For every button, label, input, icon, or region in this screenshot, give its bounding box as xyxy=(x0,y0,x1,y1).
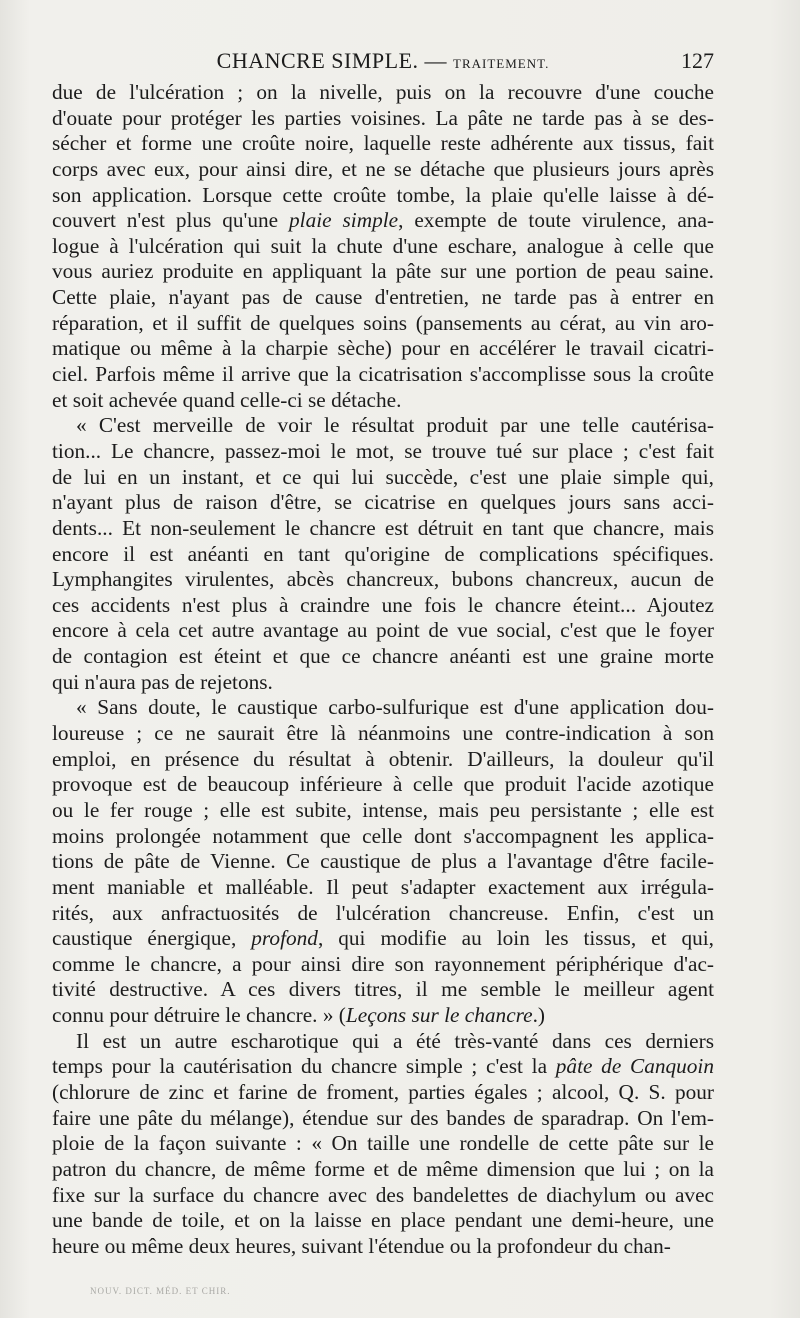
text-line: encore à cela cet autre avantage au point de vue social, c'est que le foyer xyxy=(52,618,714,643)
text-line xyxy=(52,208,714,234)
text-line: moins prolongée notamment que celle dont s'accompagnent les applica- xyxy=(52,823,714,848)
text-line: qui n'aura pas de rejetons. xyxy=(52,669,273,694)
text-line: patron du chancre, de même forme et de même dimension que lui ; on la xyxy=(52,1156,714,1181)
running-header xyxy=(52,42,714,76)
running-title xyxy=(52,48,714,74)
text-line xyxy=(52,1003,714,1029)
text-line: tions de pâte de Vienne. Ce caustique de plus a l'avantage d'être facile- xyxy=(52,849,714,874)
text-line: de lui en un instant, et ce qui lui succède, c'est une plaie simple qui, xyxy=(52,464,714,489)
text-line: d'ouate pour protéger les parties voisines. La pâte ne tarde pas à se des- xyxy=(52,105,714,130)
text-segment: temps pour la cautérisation du chancre simple ; c'est la xyxy=(52,1054,556,1079)
text-line: comme le chancre, a pour ainsi dire son rayonnement périphérique d'ac- xyxy=(52,951,714,976)
text-line xyxy=(52,1054,714,1080)
italic-text: profond xyxy=(251,926,318,951)
text-segment: , exempte de toute virulence, ana- xyxy=(398,208,715,233)
text-line: son application. Lorsque cette croûte tombe, la plaie qu'elle laisse à dé- xyxy=(52,182,714,207)
text-line: due de l'ulcération ; on la nivelle, puis on la recouvre d'une couche xyxy=(52,80,714,104)
text-line: Il est un autre escharotique qui a été très-vanté dans ces derniers xyxy=(76,1028,714,1053)
text-line: vous auriez produite en appliquant la pâte sur une portion de peau saine. xyxy=(52,259,714,284)
text-line: ment maniable et malléable. Il peut s'adapter exactement aux irrégula- xyxy=(52,874,714,899)
text-line: « Sans doute, le caustique carbo-sulfurique est d'une application dou- xyxy=(76,695,714,720)
text-line: heure ou même deux heures, suivant l'étendue ou la profondeur du chan- xyxy=(52,1233,671,1258)
italic-text: Leçons sur le chancre xyxy=(345,1003,533,1028)
text-line xyxy=(52,926,714,952)
italic-text: pâte de Canquoin xyxy=(555,1054,714,1079)
text-line: loureuse ; ce ne saurait être là néanmoins une contre-indication à son xyxy=(52,721,714,746)
text-line: ciel. Parfois même il arrive que la cicatrisation s'accomplisse sous la croûte xyxy=(52,362,714,387)
text-line: faire une pâte du mélange), étendue sur des bandes de sparadrap. On l'em- xyxy=(52,1105,714,1130)
text-line: sécher et forme une croûte noire, laquelle reste adhérente aux tissus, fait xyxy=(52,131,714,156)
text-line: n'ayant plus de raison d'être, se cicatrise en quelques jours sans acci- xyxy=(52,490,714,515)
text-line: rités, aux anfractuosités de l'ulcération chancreuse. Enfin, c'est un xyxy=(52,900,714,925)
page-number: 127 xyxy=(681,48,714,73)
text-line: réparation, et il suffit de quelques soins (pansements au cérat, au vin aro- xyxy=(52,310,714,335)
footer-signature: NOUV. DICT. MÉD. ET CHIR. xyxy=(90,1286,231,1296)
header-section: TRAITEMENT. xyxy=(453,56,550,71)
text-line: Lymphangites virulentes, abcès chancreux, bubons chancreux, aucun de xyxy=(52,567,714,592)
header-dash: — xyxy=(424,48,448,73)
text-line: de contagion est éteint et que ce chancre anéanti est une graine morte xyxy=(52,644,714,669)
text-line: dents... Et non-seulement le chancre est détruit en tant que chancre, mais xyxy=(52,515,714,540)
text-line: tion... Le chancre, passez-moi le mot, se trouve tué sur place ; c'est fait xyxy=(52,438,714,463)
text-segment: couvert n'est plus qu'une xyxy=(52,208,290,233)
text-segment: caustique énergique, xyxy=(52,926,252,951)
text-line: ces accidents n'est plus à craindre une fois le chancre éteint... Ajoutez xyxy=(52,592,714,617)
text-line: et soit achevée quand celle-ci se détache. xyxy=(52,387,402,412)
text-line: « C'est merveille de voir le résultat produit par une telle cautérisa- xyxy=(76,413,714,438)
text-segment: .) xyxy=(532,1003,546,1028)
text-line: tivité destructive. A ces divers titres, il me semble le meilleur agent xyxy=(52,977,714,1002)
body-text xyxy=(52,80,714,1259)
text-line: Cette plaie, n'ayant pas de cause d'entretien, ne tarde pas à entrer en xyxy=(52,285,714,310)
header-title-main: CHANCRE SIMPLE. xyxy=(216,48,419,73)
italic-text: plaie simple xyxy=(289,208,399,233)
text-segment: , qui modifie au loin les tissus, et qui, xyxy=(317,926,714,951)
text-line: ou le fer rouge ; elle est subite, intense, mais peu persistante ; elle est xyxy=(52,797,714,822)
text-line: provoque est de beaucoup inférieure à celle que produit l'acide azotique xyxy=(52,772,714,797)
text-line: encore il est anéanti en tant qu'origine de complications spécifiques. xyxy=(52,541,714,566)
text-line: (chlorure de zinc et farine de froment, parties égales ; alcool, Q. S. pour xyxy=(52,1079,714,1104)
text-line: emploi, en présence du résultat à obtenir. D'ailleurs, la douleur qu'il xyxy=(52,746,714,771)
text-line: logue à l'ulcération qui suit la chute d'une eschare, analogue à celle que xyxy=(52,233,714,258)
text-line: fixe sur la surface du chancre avec des bandelettes de diachylum ou avec xyxy=(52,1182,714,1207)
text-line: ploie de la façon suivante : « On taille une rondelle de cette pâte sur le xyxy=(52,1131,714,1156)
text-line: corps avec eux, pour ainsi dire, et ne se détache que plusieurs jours après xyxy=(52,156,714,181)
text-line: une bande de toile, et on la laisse en place pendant une demi-heure, une xyxy=(52,1208,714,1233)
text-line: matique ou même à la charpie sèche) pour en accélérer le travail cicatri- xyxy=(52,336,714,361)
text-segment: connu pour détruire le chancre. » ( xyxy=(52,1003,346,1028)
